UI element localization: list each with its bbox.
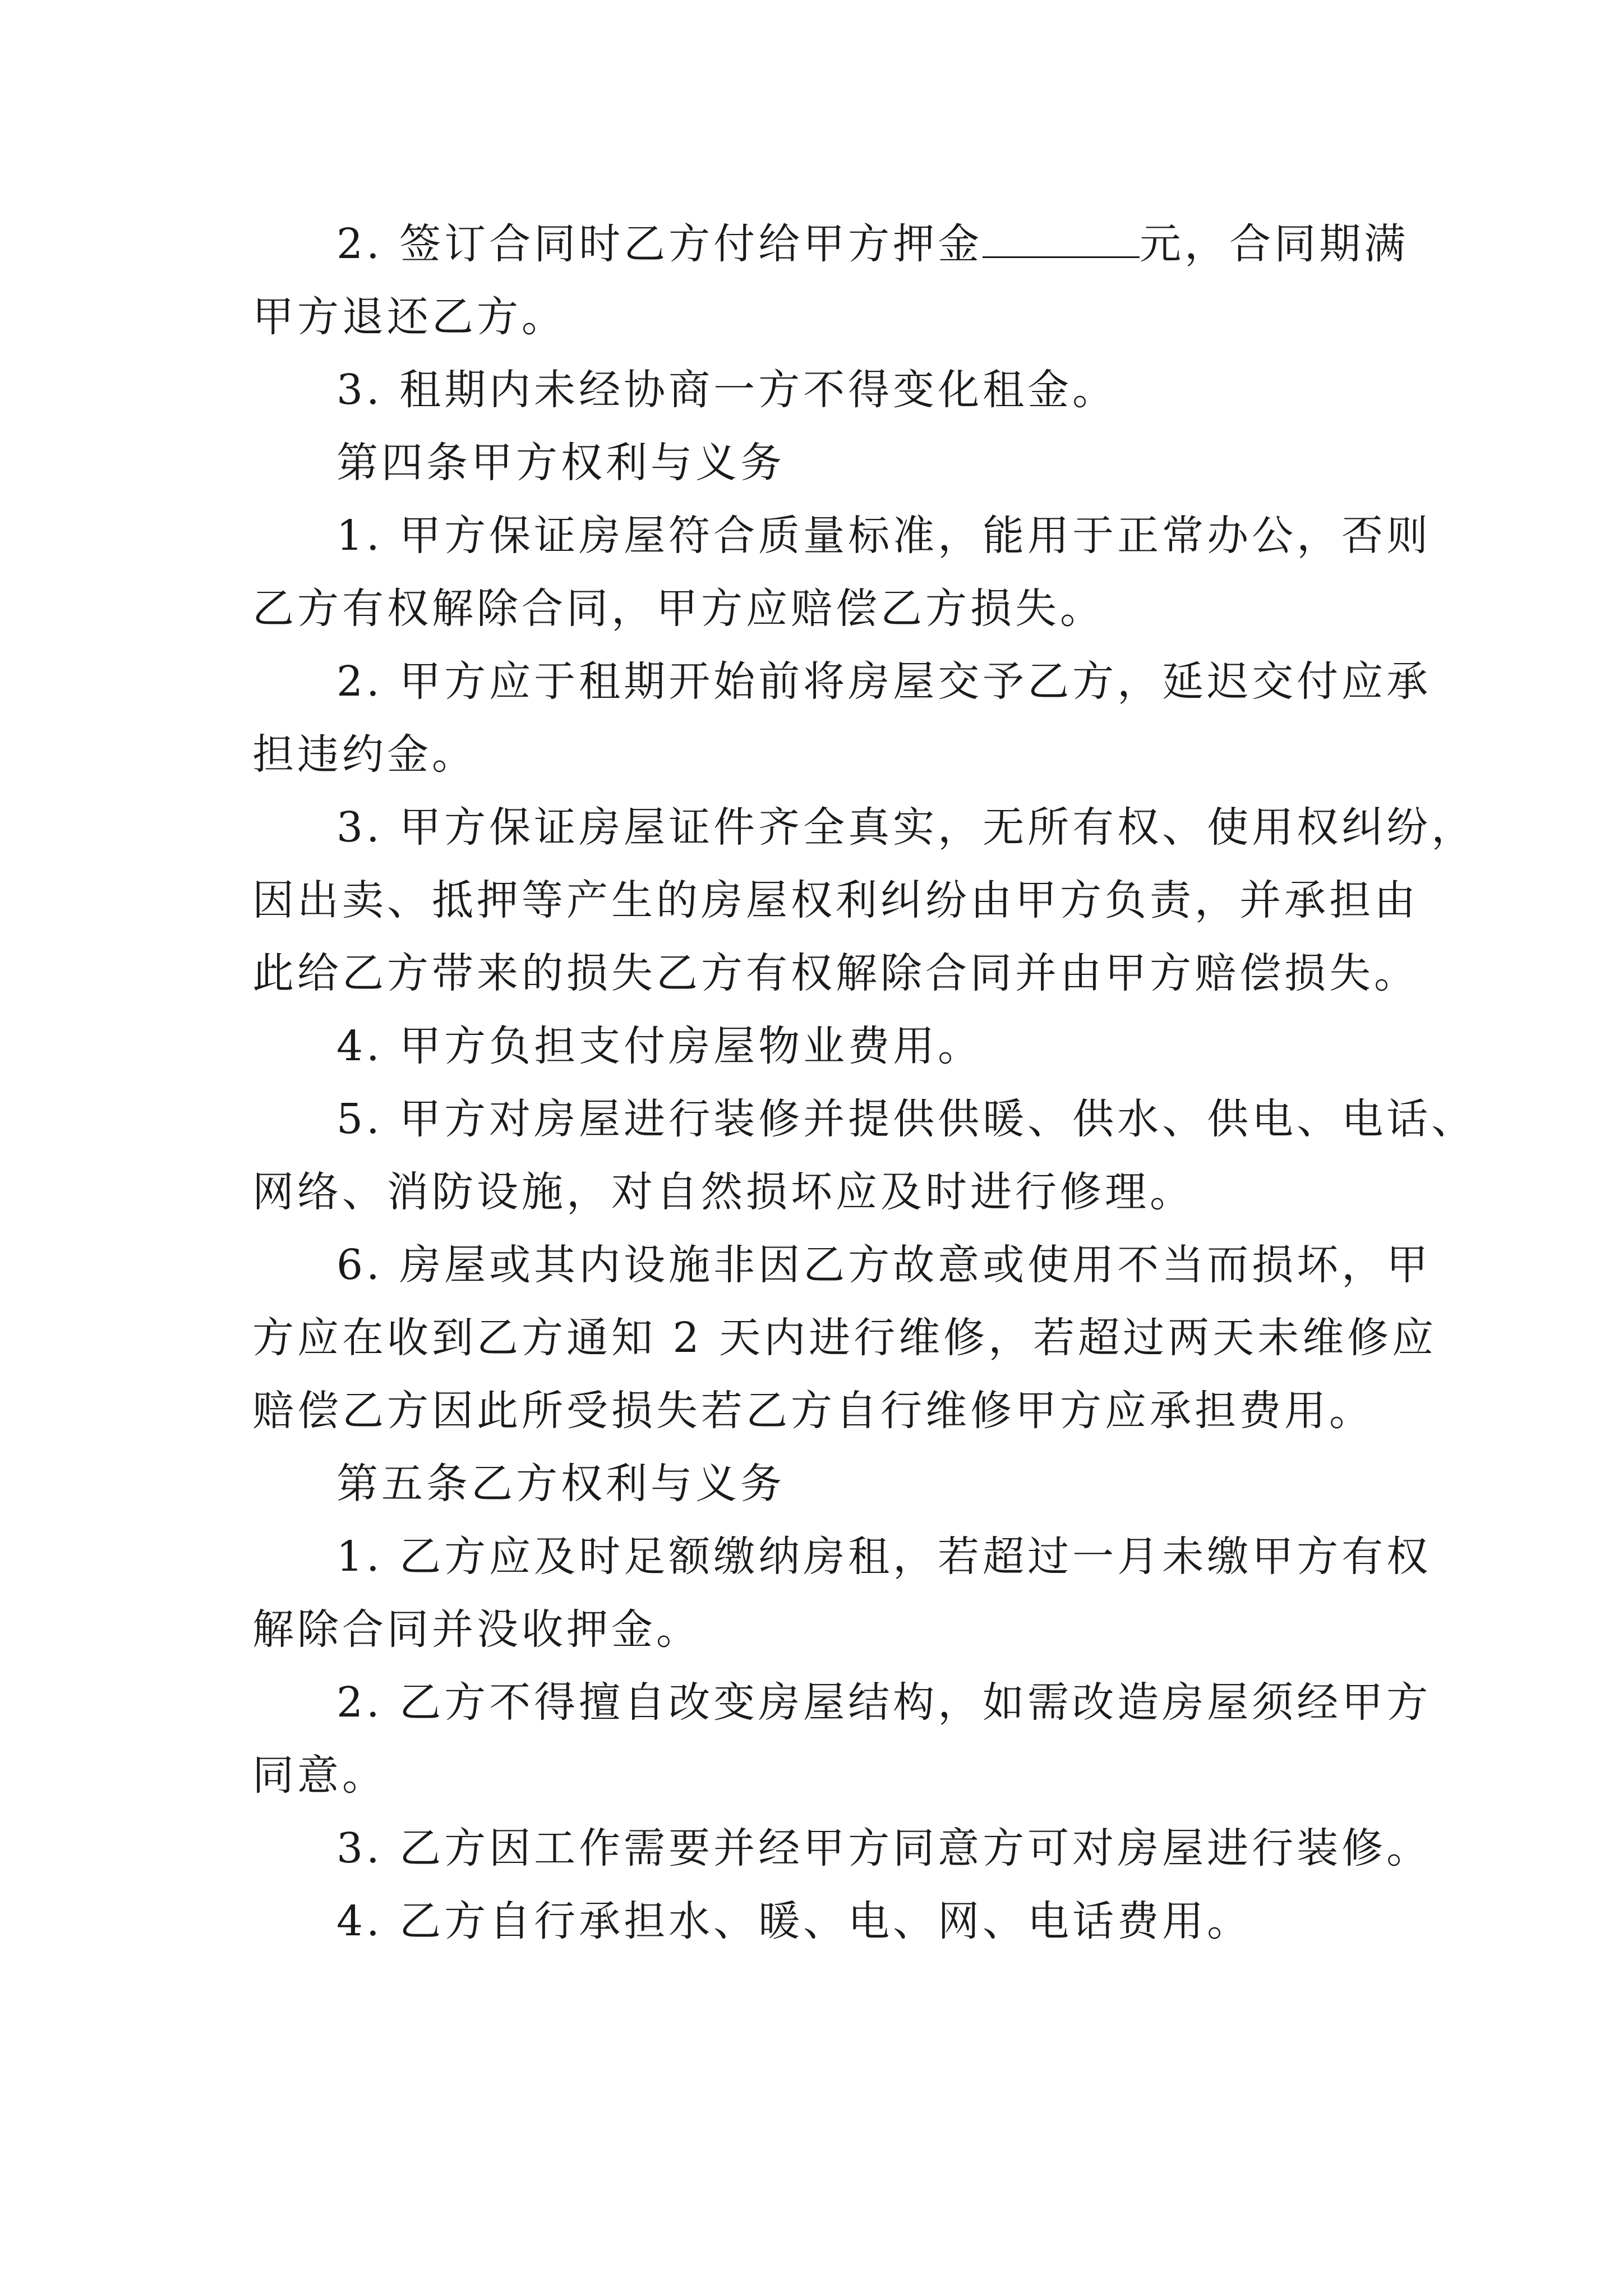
paragraph-line: 担违约金。 <box>252 730 477 779</box>
paragraph-line: 3. 乙方因工作需要并经甲方同意方可对房屋进行装修。 <box>336 1824 1432 1872</box>
section-heading-party-a: 第四条甲方权利与义务 <box>336 439 785 487</box>
deposit-amount-blank <box>983 217 1140 258</box>
paragraph-line: 2. 甲方应于租期开始前将房屋交予乙方，延迟交付应承 <box>336 657 1432 706</box>
paragraph-line: 乙方有权解除合同，甲方应赔偿乙方损失。 <box>252 585 1105 633</box>
paragraph-line: 此给乙方带来的损失乙方有权解除合同并由甲方赔偿损失。 <box>252 949 1419 997</box>
paragraph-line: 甲方退还乙方。 <box>252 293 566 341</box>
paragraph-line: 1. 乙方应及时足额缴纳房租，若超过一月未缴甲方有权 <box>336 1533 1432 1581</box>
paragraph-line: 解除合同并没收押金。 <box>252 1605 701 1654</box>
paragraph-line: 5. 甲方对房屋进行装修并提供供暖、供水、供电、电话、 <box>336 1095 1477 1143</box>
paragraph-line: 同意。 <box>252 1751 387 1800</box>
paragraph-line: 4. 甲方负担支付房屋物业费用。 <box>336 1022 983 1070</box>
paragraph-line: 2. 乙方不得擅自改变房屋结构，如需改造房屋须经甲方 <box>336 1678 1432 1727</box>
paragraph-line: 方应在收到乙方通知 2 天内进行维修，若超过两天未维修应 <box>252 1314 1437 1362</box>
paragraph-line-deposit <box>336 216 1458 272</box>
deposit-text-before: 2. 签订合同时乙方付给甲方押金 <box>336 220 983 268</box>
paragraph-line: 赔偿乙方因此所受损失若乙方自行维修甲方应承担费用。 <box>252 1387 1374 1435</box>
paragraph-line: 1. 甲方保证房屋符合质量标准，能用于正常办公，否则 <box>336 512 1432 560</box>
paragraph-line: 3. 甲方保证房屋证件齐全真实，无所有权、使用权纠纷， <box>336 803 1477 852</box>
paragraph-line: 6. 房屋或其内设施非因乙方故意或使用不当而损坏，甲 <box>336 1241 1432 1289</box>
deposit-text-after: 元，合同期满 <box>1140 220 1409 268</box>
paragraph-line: 3. 租期内未经协商一方不得变化租金。 <box>336 366 1118 414</box>
paragraph-line: 4. 乙方自行承担水、暖、电、网、电话费用。 <box>336 1897 1252 1945</box>
paragraph-line: 因出卖、抵押等产生的房屋权利纠纷由甲方负责，并承担由 <box>252 876 1419 924</box>
section-heading-party-b: 第五条乙方权利与义务 <box>336 1460 785 1508</box>
paragraph-line: 网络、消防设施，对自然损坏应及时进行修理。 <box>252 1168 1195 1216</box>
